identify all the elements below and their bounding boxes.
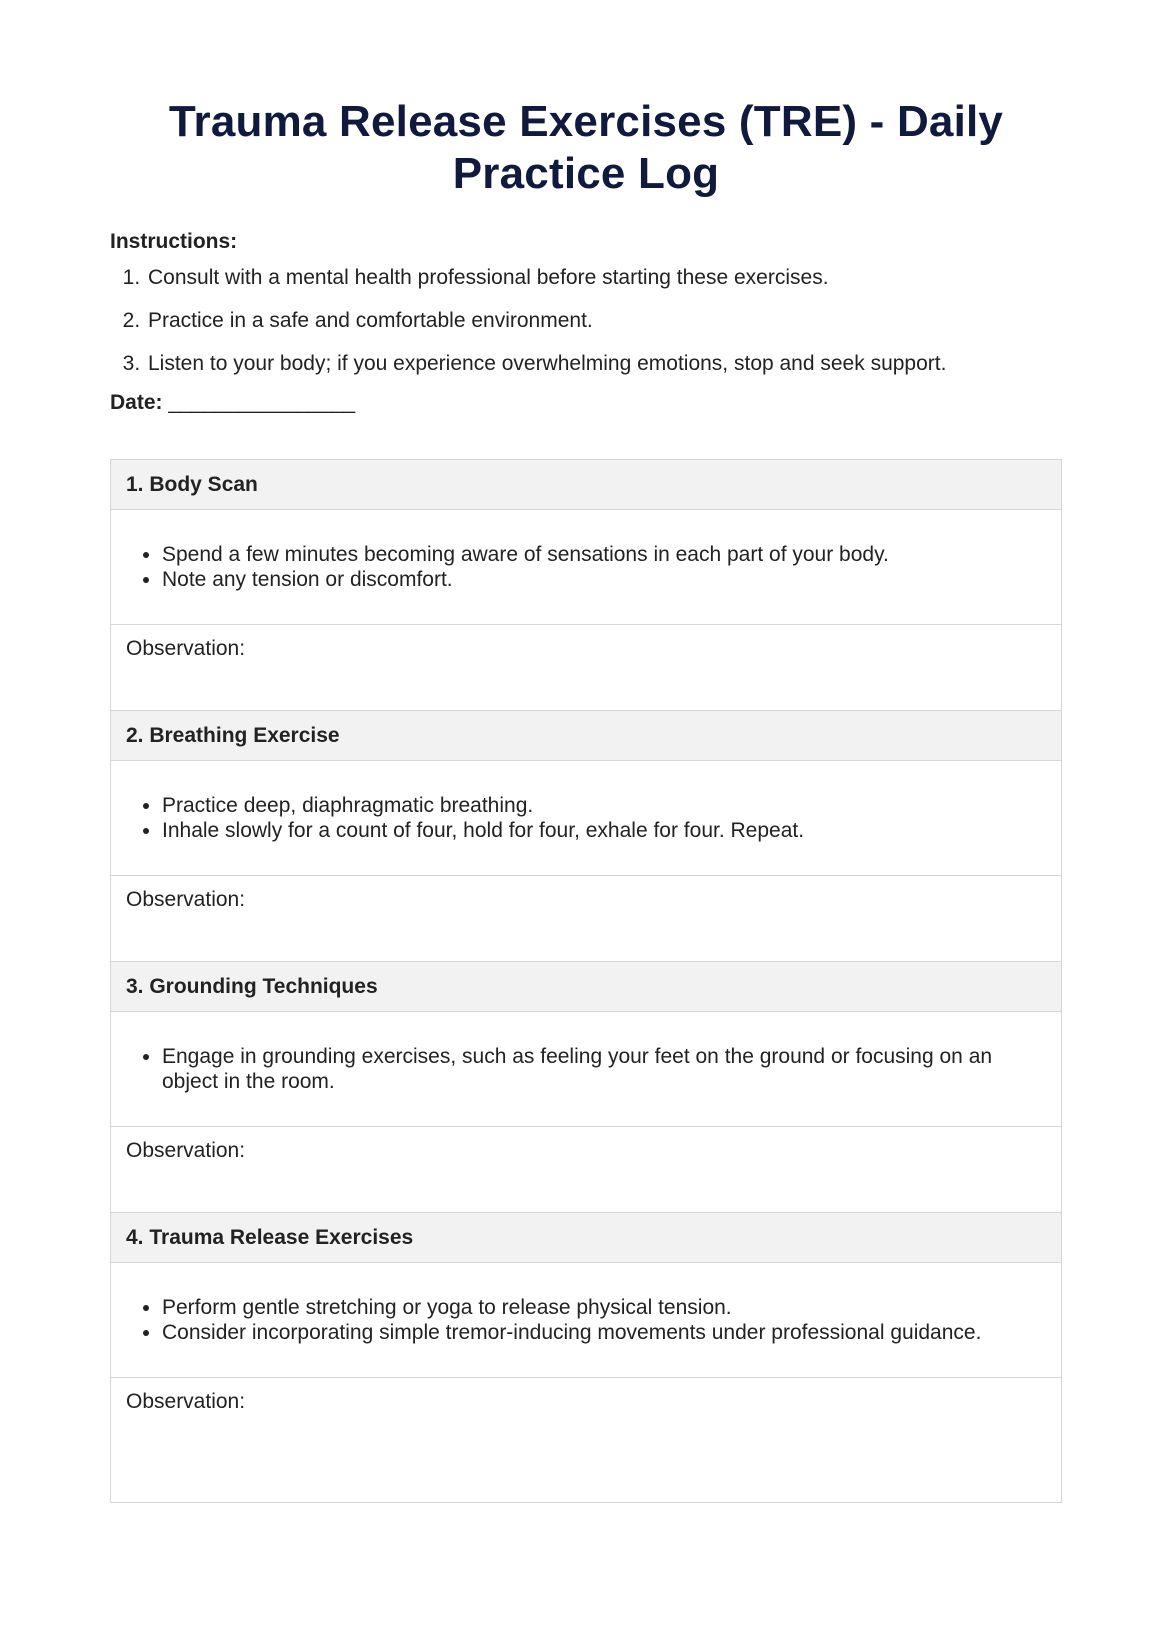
bullet-item: • Practice deep, diaphragmatic breathing.: [162, 793, 1031, 818]
document-page: [110, 0, 1062, 415]
section-heading-body-scan: 1. Body Scan: [111, 460, 1061, 510]
section-heading-trauma-release-exercises: 4. Trauma Release Exercises: [111, 1213, 1061, 1263]
date-blank[interactable]: ________________: [168, 391, 356, 414]
observation-label: Observation:: [126, 1139, 246, 1162]
practice-log-table: [110, 459, 1062, 1503]
observation-label: Observation:: [126, 637, 246, 660]
instructions-list: [110, 266, 1062, 376]
section-body-grounding-techniques: [111, 1012, 1061, 1127]
instruction-item-3: 3. Listen to your body; if you experience overwhelming emotions, stop and seek support.: [146, 352, 1062, 376]
section-heading-grounding-techniques: 3. Grounding Techniques: [111, 962, 1061, 1012]
date-field: [110, 391, 1062, 415]
bullet-item: • Note any tension or discomfort.: [162, 567, 1031, 592]
observation-field-trauma-release-exercises[interactable]: [111, 1378, 1061, 1502]
page-title: Trauma Release Exercises (TRE) - Daily Practice Log: [168, 97, 1004, 198]
instruction-item-2: 2. Practice in a safe and comfortable environment.: [146, 309, 1062, 333]
observation-label: Observation:: [126, 888, 246, 911]
section-body-body-scan: [111, 510, 1061, 625]
instructions-heading: Instructions:: [110, 230, 238, 253]
date-label: Date:: [110, 391, 163, 414]
observation-field-grounding-techniques[interactable]: [111, 1127, 1061, 1213]
bullet-item: • Inhale slowly for a count of four, hold for four, exhale for four. Repeat.: [162, 818, 1031, 843]
section-body-trauma-release-exercises: [111, 1263, 1061, 1378]
bullet-item: • Engage in grounding exercises, such as feeling your feet on the ground or focusing on an object in the room.: [162, 1044, 1031, 1094]
bullet-item: • Perform gentle stretching or yoga to release physical tension.: [162, 1295, 1031, 1320]
observation-field-body-scan[interactable]: [111, 625, 1061, 711]
instruction-item-1: 1. Consult with a mental health professional before starting these exercises.: [146, 266, 1062, 290]
section-body-breathing-exercise: [111, 761, 1061, 876]
section-heading-breathing-exercise: 2. Breathing Exercise: [111, 711, 1061, 761]
bullet-item: • Spend a few minutes becoming aware of sensations in each part of your body.: [162, 542, 1031, 567]
bullet-item: • Consider incorporating simple tremor-inducing movements under professional guidance.: [162, 1320, 1031, 1345]
observation-field-breathing-exercise[interactable]: [111, 876, 1061, 962]
observation-label: Observation:: [126, 1390, 246, 1413]
